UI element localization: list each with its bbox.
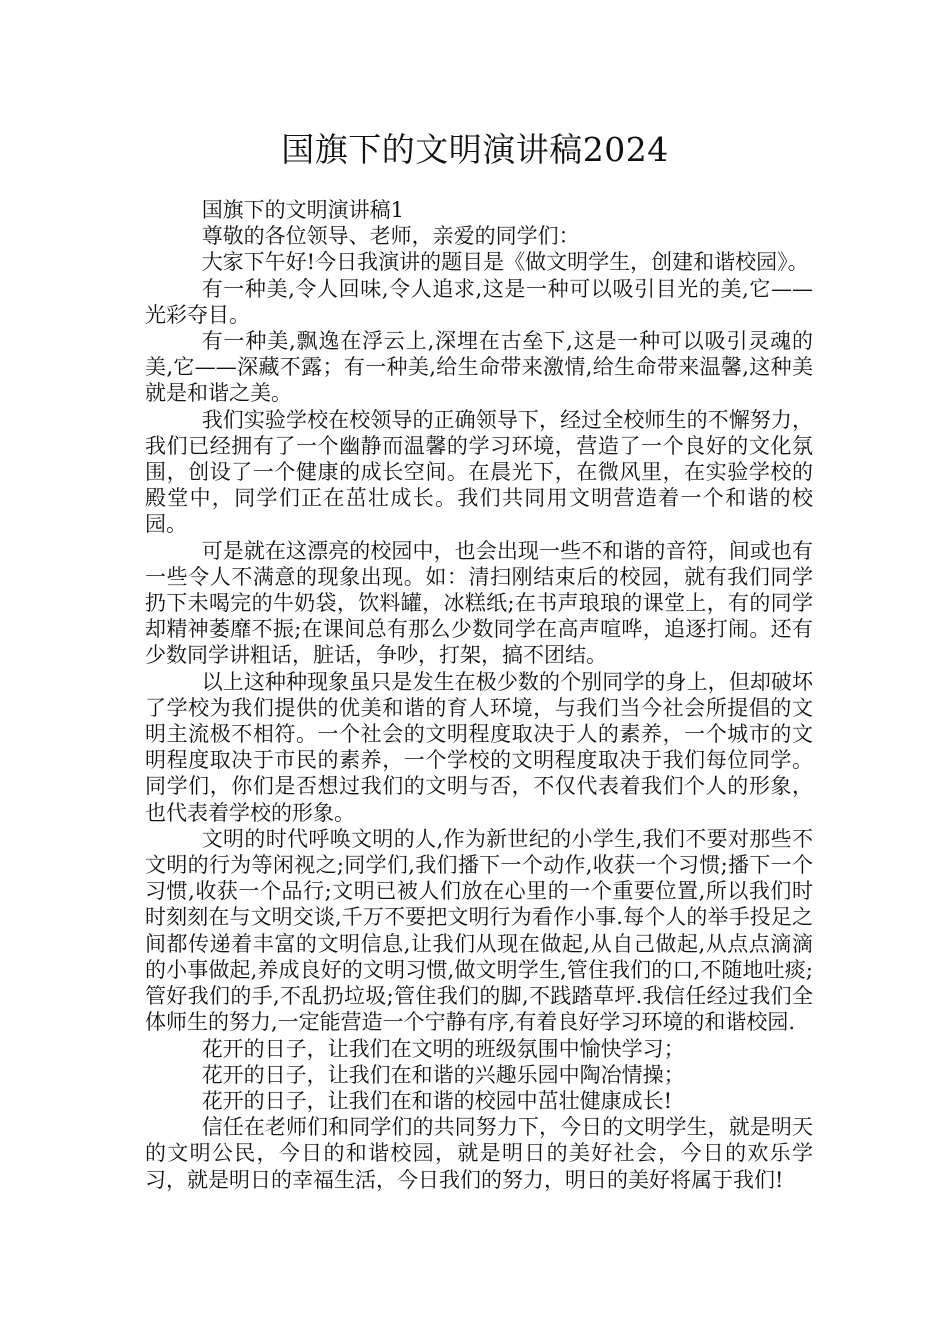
paragraph: 花开的日子，让我们在文明的班级氛围中愉快学习； — [201, 1036, 685, 1061]
paragraph: 文明的时代呼唤文明的人,作为新世纪的小学生,我们不要对那些不文明的行为等闲视之;同学们,我们播下一个动作,收获一个习惯;播下一个习惯,收获一个品行;文明已被人们放在心里的一个重要位置,所以我们时时刻刻在与文明交谈,千万不要把文明行为看作小事.每个人的举手投足之间都传递着丰富的文明信息,让我们从现在做起,从自己做起,从点点滴滴的小事做起,养成良好的文明习惯,做文明学生,管住我们的口,不随地吐痰;管好我们的手,不乱扔垃圾;管住我们的脚,不践踏草坪.我信任经过我们全体师生的努力,一定能营造一个宁静有序,有着良好学习环境的和谐校园. — [145, 826, 813, 1035]
paragraph: 花开的日子，让我们在和谐的兴趣乐园中陶冶情操； — [201, 1062, 685, 1087]
paragraph: 大家下午好!今日我演讲的题目是《做文明学生，创建和谐校园》。 — [201, 250, 809, 275]
paragraph: 花开的日子，让我们在和谐的校园中茁壮健康成长! — [201, 1088, 673, 1113]
section-heading: 国旗下的文明演讲稿1 — [201, 198, 405, 222]
paragraph: 我们实验学校在校领导的正确领导下，经过全校师生的不懈努力，我们已经拥有了一个幽静而温馨的学习环境，营造了一个良好的文化氛围，创设了一个健康的成长空间。在晨光下，在微风里，在实验学校的殿堂中，同学们正在茁壮成长。我们共同用文明营造着一个和谐的校园。 — [145, 407, 813, 537]
document-title: 国旗下的文明演讲稿2024 — [281, 130, 669, 169]
document-body — [145, 197, 813, 1193]
paragraph: 有一种美,飘逸在浮云上,深埋在古垒下,这是一种可以吸引灵魂的美,它——深藏不露；有一种美,给生命带来激情,给生命带来温馨,这种美就是和谐之美。 — [145, 329, 813, 406]
paragraph: 有一种美,令人回味,令人追求,这是一种可以吸引目光的美,它——光彩夺目。 — [145, 276, 813, 327]
paragraph: 以上这种种现象虽只是发生在极少数的个别同学的身上，但却破坏了学校为我们提供的优美和谐的育人环境，与我们当今社会所提倡的文明主流极不相符。一个社会的文明程度取决于人的素养，一个城市的文明程度取决于市民的素养，一个学校的文明程度取决于我们每位同学。同学们，你们是否想过我们的文明与否，不仅代表着我们个人的形象，也代表着学校的形象。 — [145, 669, 813, 825]
closing-paragraph: 信任在老师们和同学们的共同努力下，今日的文明学生，就是明天的文明公民，今日的和谐校园，就是明日的美好社会，今日的欢乐学习，就是明日的幸福生活，今日我们的努力，明日的美好将属于我们! — [145, 1115, 813, 1192]
paragraph: 可是就在这漂亮的校园中，也会出现一些不和谐的音符，间或也有一些令人不满意的现象出现。如：清扫刚结束后的校园，就有我们同学扔下未喝完的牛奶袋，饮料罐，冰糕纸;在书声琅琅的课堂上，有的同学却精神萎靡不振;在课间总有那么少数同学在高声喧哗，追逐打闹。还有少数同学讲粗话，脏话，争吵，打架，搞不团结。 — [145, 538, 813, 668]
salutation: 尊敬的各位领导、老师，亲爱的同学们： — [201, 224, 580, 249]
